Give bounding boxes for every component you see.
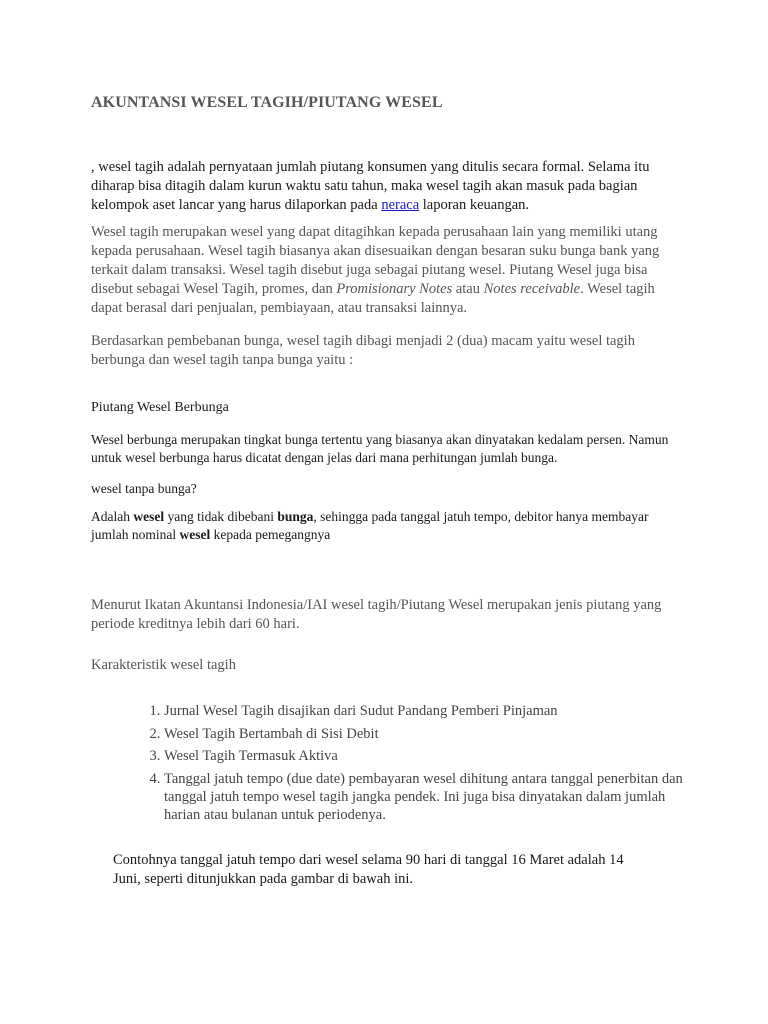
paragraph-tanpa-bunga xyxy=(91,508,671,544)
tanpa-bunga-bold-bunga: bunga xyxy=(277,509,314,524)
neraca-link[interactable]: neraca xyxy=(381,197,420,213)
paragraph-intro-tail: laporan keuangan. xyxy=(419,197,530,213)
notes-receivable-term: Notes receivable xyxy=(483,281,581,297)
paragraph-definition-text: Wesel tagih merupakan wesel yang dapat ditagihkan kepada perusahaan lain yang memiliki utang kepada perusahaan. Wesel tagih biasanya akan disesuaikan dengan besaran suku bunga bank yang terkait dalam transaksi. Wesel tagih disebut juga sebagai piutang wesel. Piutang Wesel juga bisa disebut sebagai Wesel Tagih, promes, dan xyxy=(91,224,660,297)
paragraph-definition xyxy=(91,223,671,318)
page-title: AKUNTANSI WESEL TAGIH/PIUTANG WESEL xyxy=(91,94,443,111)
tanpa-bunga-bold-wesel-2: wesel xyxy=(179,527,211,542)
tanpa-bunga-text-1: Adalah xyxy=(91,509,134,524)
section-heading-berbunga: Piutang Wesel Berbunga xyxy=(91,400,229,415)
paragraph-definition-or: atau xyxy=(452,281,484,297)
paragraph-intro-text: , wesel tagih adalah pernyataan jumlah piutang konsumen yang ditulis secara formal. Selama itu diharap bisa ditagih dalam kurun waktu satu tahun, maka wesel tagih akan masuk pada bagian kelompok aset lancar yang harus dilaporkan pada xyxy=(91,159,650,213)
tanpa-bunga-text-2: yang tidak dibebani xyxy=(164,509,278,524)
paragraph-karakteristik: Karakteristik wesel tagih xyxy=(91,657,236,673)
paragraph-classification: Berdasarkan pembebanan bunga, wesel tagih dibagi menjadi 2 (dua) macam yaitu wesel tagih berbunga dan wesel tagih tanpa bunga yaitu : xyxy=(91,333,635,368)
list-item: 4. Tanggal jatuh tempo (due date) pembayaran wesel dihitung antara tanggal penerbitan dan tanggal jatuh tempo wesel tagih jangka pendek. Ini juga bisa dinyatakan dalam jumlah harian atau bulanan untuk periodenya. xyxy=(164,770,684,824)
paragraph-definition-tail: . Wesel tagih dapat berasal dari penjualan, pembiayaan, atau transaksi lainnya. xyxy=(91,281,655,316)
tanpa-bunga-text-3: , sehingga pada tanggal jatuh tempo, debitor hanya membayar jumlah nominal xyxy=(91,509,649,542)
list-item: 2. Wesel Tagih Bertambah di Sisi Debit xyxy=(164,725,684,743)
list-item: 3. Wesel Tagih Termasuk Aktiva xyxy=(164,747,684,765)
tanpa-bunga-text-4: kepada pemegangnya xyxy=(210,527,331,542)
karakteristik-list xyxy=(112,702,684,828)
paragraph-intro xyxy=(91,158,671,215)
paragraph-iai: Menurut Ikatan Akuntansi Indonesia/IAI wesel tagih/Piutang Wesel merupakan jenis piutang yang periode kreditnya lebih dari 60 hari. xyxy=(91,597,662,632)
paragraph-berbunga: Wesel berbunga merupakan tingkat bunga tertentu yang biasanya akan dinyatakan kedalam persen. Namun untuk wesel berbunga harus dicatat dengan jelas dari mana perhitungan jumlah bunga. xyxy=(91,432,669,465)
promisionary-notes-term: Promisionary Notes xyxy=(336,281,453,297)
section-heading-tanpa-bunga: wesel tanpa bunga? xyxy=(91,481,197,496)
list-item: 1. Jurnal Wesel Tagih disajikan dari Sudut Pandang Pemberi Pinjaman xyxy=(164,702,684,720)
paragraph-example: Contohnya tanggal jatuh tempo dari wesel selama 90 hari di tanggal 16 Maret adalah 14 Juni, seperti ditunjukkan pada gambar di bawah ini. xyxy=(113,852,624,887)
tanpa-bunga-bold-wesel: wesel xyxy=(133,509,165,524)
